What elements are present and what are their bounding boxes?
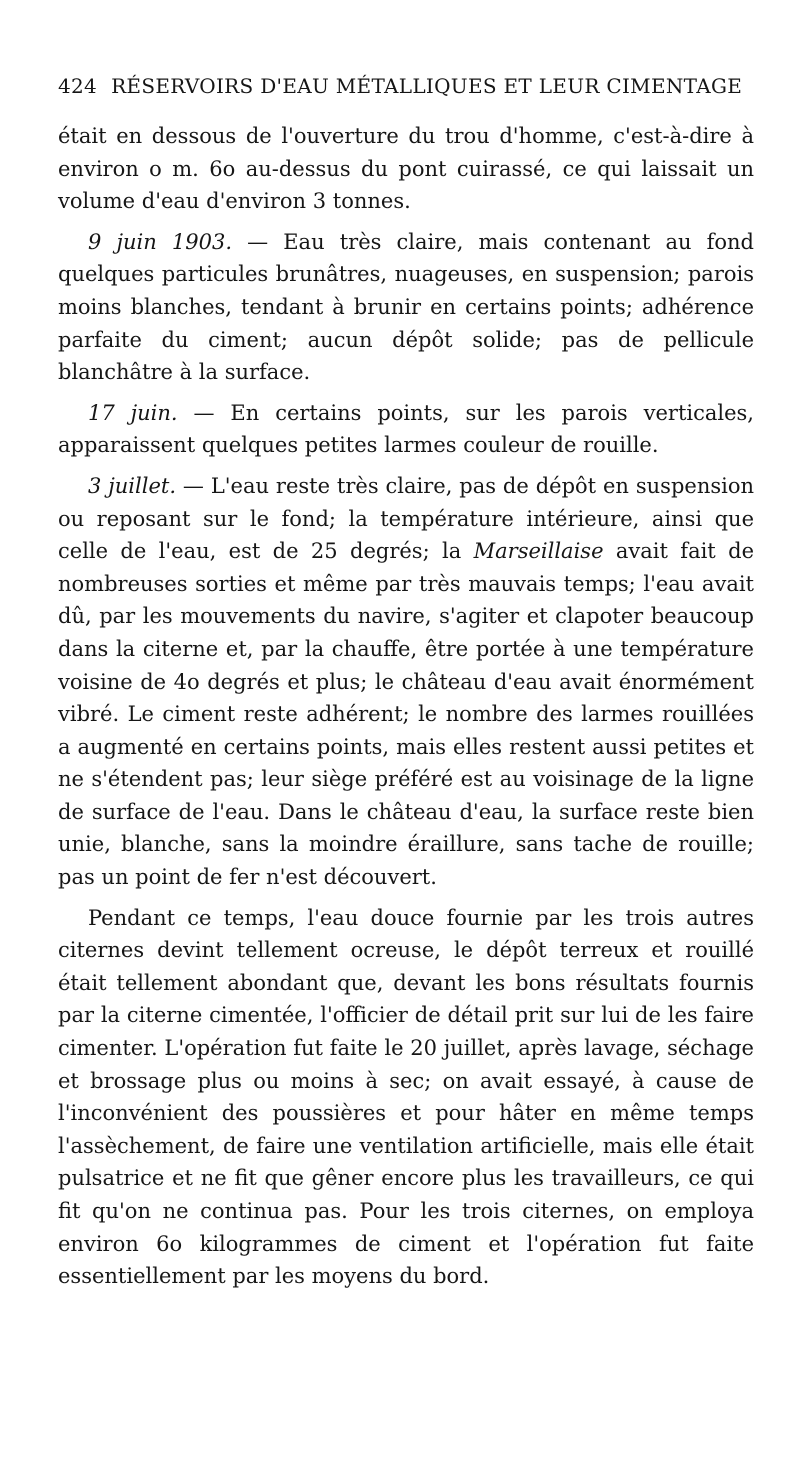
paragraph-entry-17-juin xyxy=(58,397,754,462)
paragraph-text: avait fait de nombreuses sorties et même par très mauvais temps; l'eau avait dû, par les mouvements du navire, s'agiter et clapoter beaucoup dans la citerne et, par la chauffe, être portée à une température voisine de 4o degrés et plus; le château d'eau avait énormément vibré. Le ciment reste adhérent; le nombre des larmes rouillées a augmenté en certains points, mais elles restent aussi petites et ne s'étendent pas; leur siège préféré est au voisinage de la ligne de surface de l'eau. Dans le château d'eau, la surface reste bien unie, blanche, sans la moindre éraillure, sans tache de rouille; pas un point de fer n'est découvert. xyxy=(58,539,754,890)
running-title: RÉSERVOIRS D'EAU MÉTALLIQUES ET LEUR CIMENTAGE xyxy=(111,74,743,98)
entry-date: 3 juillet. xyxy=(88,473,176,498)
paragraph-text: était en dessous de l'ouverture du trou d'homme, c'est-à-dire à environ o m. 6o au-dessus du pont cuirassé, ce qui laissait un volume d'eau d'environ 3 tonnes. xyxy=(58,124,754,214)
paragraph-entry-9-juin xyxy=(58,226,754,389)
paragraph-pendant xyxy=(58,902,754,1293)
paragraph-text: — En certains points, sur les parois verticales, apparaissent quelques petites larmes couleur de rouille. xyxy=(58,400,754,458)
paragraph-continuation xyxy=(58,120,754,218)
page-number: 424 xyxy=(58,74,98,98)
paragraph-text: — Eau très claire, mais contenant au fond quelques particules brunâtres, nuageuses, en suspension; parois moins blanches, tendant à brunir en certains points; adhérence parfaite du ciment; aucun dépôt solide; pas de pellicule blanchâtre à la surface. xyxy=(58,229,754,385)
paragraph-text: — L'eau reste très claire, pas de dépôt en suspension ou reposant sur le fond; la température intérieure, ainsi que celle de l'eau, est de 25 degrés; la xyxy=(58,473,755,564)
body-text xyxy=(58,120,754,1301)
paragraph-entry-3-juillet xyxy=(58,470,754,894)
entry-date: 17 juin. xyxy=(88,400,178,425)
running-header xyxy=(58,74,748,98)
ship-name: Marseillaise xyxy=(473,539,604,564)
entry-date: 9 juin 1903. xyxy=(88,229,232,254)
paragraph-text: Pendant ce temps, l'eau douce fournie par les trois autres citernes devint tellement ocreuse, le dépôt terreux et rouillé était tellement abondant que, devant les bons résultats fournis par la citerne cimentée, l'officier de détail prit sur lui de les faire cimenter. L'opération fut faite le 20 juillet, après lavage, séchage et brossage plus ou moins à sec; on avait essayé, à cause de l'inconvénient des poussières et pour hâter en même temps l'assèchement, de faire une ventilation artificielle, mais elle était pulsatrice et ne fit que gêner encore plus les travailleurs, ce qui fit qu'on ne continua pas. Pour les trois citernes, on employa environ 6o kilogrammes de ciment et l'opération fut faite essentiellement par les moyens du bord. xyxy=(58,905,754,1289)
